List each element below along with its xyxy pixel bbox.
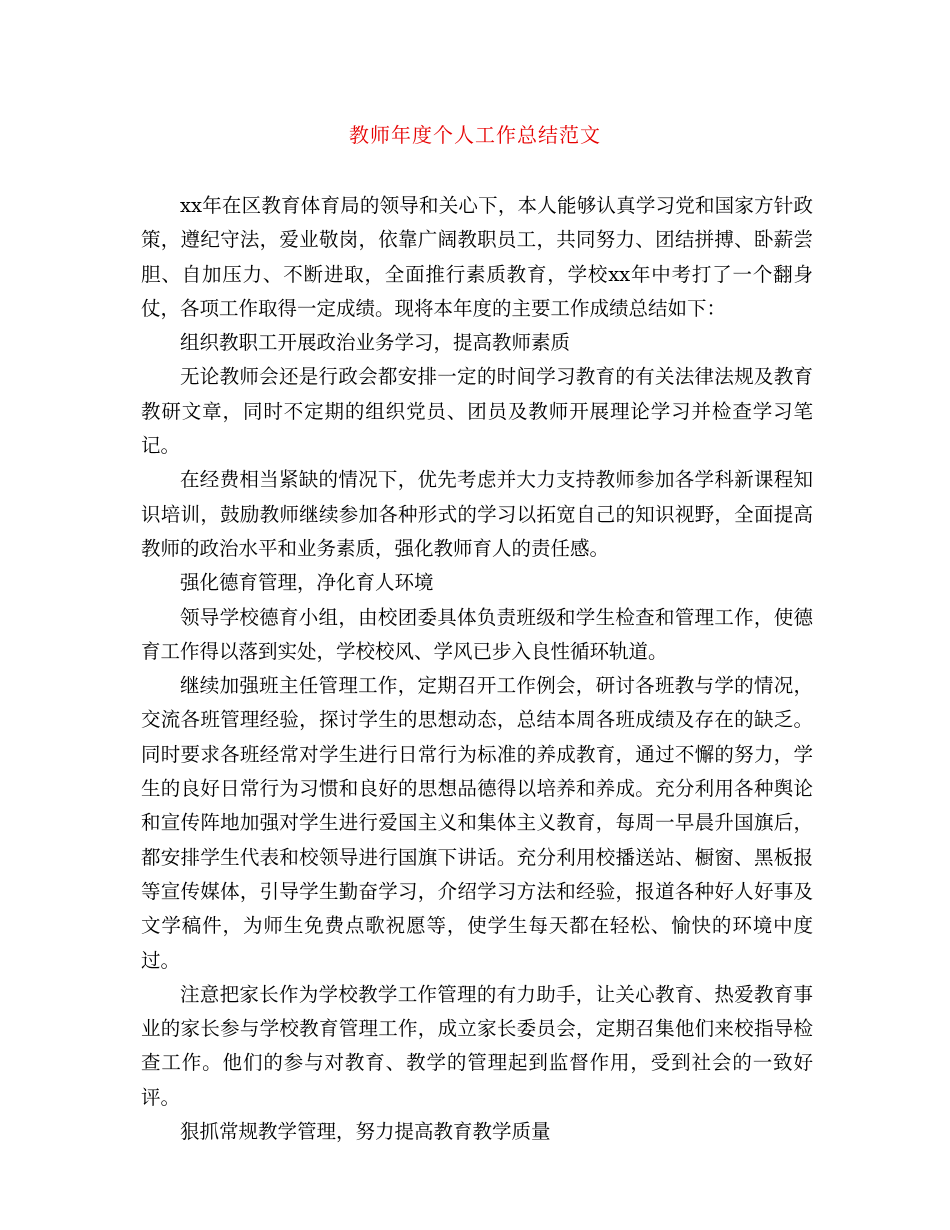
document-title: 教师年度个人工作总结范文 bbox=[349, 123, 601, 147]
paragraph-intro: xx年在区教育体育局的领导和关心下，本人能够认真学习党和国家方针政策，遵纪守法，爱业敬岗，依靠广阔教职员工，共同努力、团结拼搏、卧薪尝胆、自加压力、不断进取，全面推行素质教育，学校xx年中考打了一个翻身仗，各项工作取得一定成绩。现将本年度的主要工作成绩总结如下： bbox=[141, 194, 813, 320]
paragraph: 领导学校德育小组，由校团委具体负责班级和学生检查和管理工作，使德育工作得以落到实处，学校校风、学风已步入良性循环轨道。 bbox=[141, 605, 813, 663]
paragraph: 注意把家长作为学校教学工作管理的有力助手，让关心教育、热爱教育事业的家长参与学校教育管理工作，成立家长委员会，定期召集他们来校指导检查工作。他们的参与对教育、教学的管理起到监督作用，受到社会的一致好评。 bbox=[141, 982, 813, 1109]
section-heading-moral-education: 强化德育管理，净化育人环境 bbox=[180, 571, 434, 595]
section-heading-teaching-management: 狠抓常规教学管理，努力提高教育教学质量 bbox=[180, 1120, 551, 1144]
document-body bbox=[141, 189, 813, 1149]
paragraph: 继续加强班主任管理工作，定期召开工作例会，研讨各班教与学的情况，交流各班管理经验，探讨学生的思想动态，总结本周各班成绩及存在的缺乏。同时要求各班经常对学生进行日常行为标准的养成教育，通过不懈的努力，学生的良好日常行为习惯和良好的思想品德得以培养和养成。充分利用各种舆论和宣传阵地加强对学生进行爱国主义和集体主义教育，每周一早晨升国旗后，都安排学生代表和校领导进行国旗下讲话。充分利用校播送站、橱窗、黑板报等宣传媒体，引导学生勤奋学习，介绍学习方法和经验，报道各种好人好事及文学稿件，为师生免费点歌祝愿等，使学生每天都在轻松、愉快的环境中度过。 bbox=[141, 674, 813, 972]
paragraph: 在经费相当紧缺的情况下，优先考虑并大力支持教师参加各学科新课程知识培训，鼓励教师继续参加各种形式的学习以拓宽自己的知识视野，全面提高教师的政治水平和业务素质，强化教师育人的责任感。 bbox=[141, 468, 813, 560]
paragraph: 无论教师会还是行政会都安排一定的时间学习教育的有关法律法规及教育教研文章，同时不定期的组织党员、团员及教师开展理论学习并检查学习笔记。 bbox=[141, 365, 813, 458]
section-heading-political-study: 组织教职工开展政治业务学习，提高教师素质 bbox=[180, 331, 571, 355]
